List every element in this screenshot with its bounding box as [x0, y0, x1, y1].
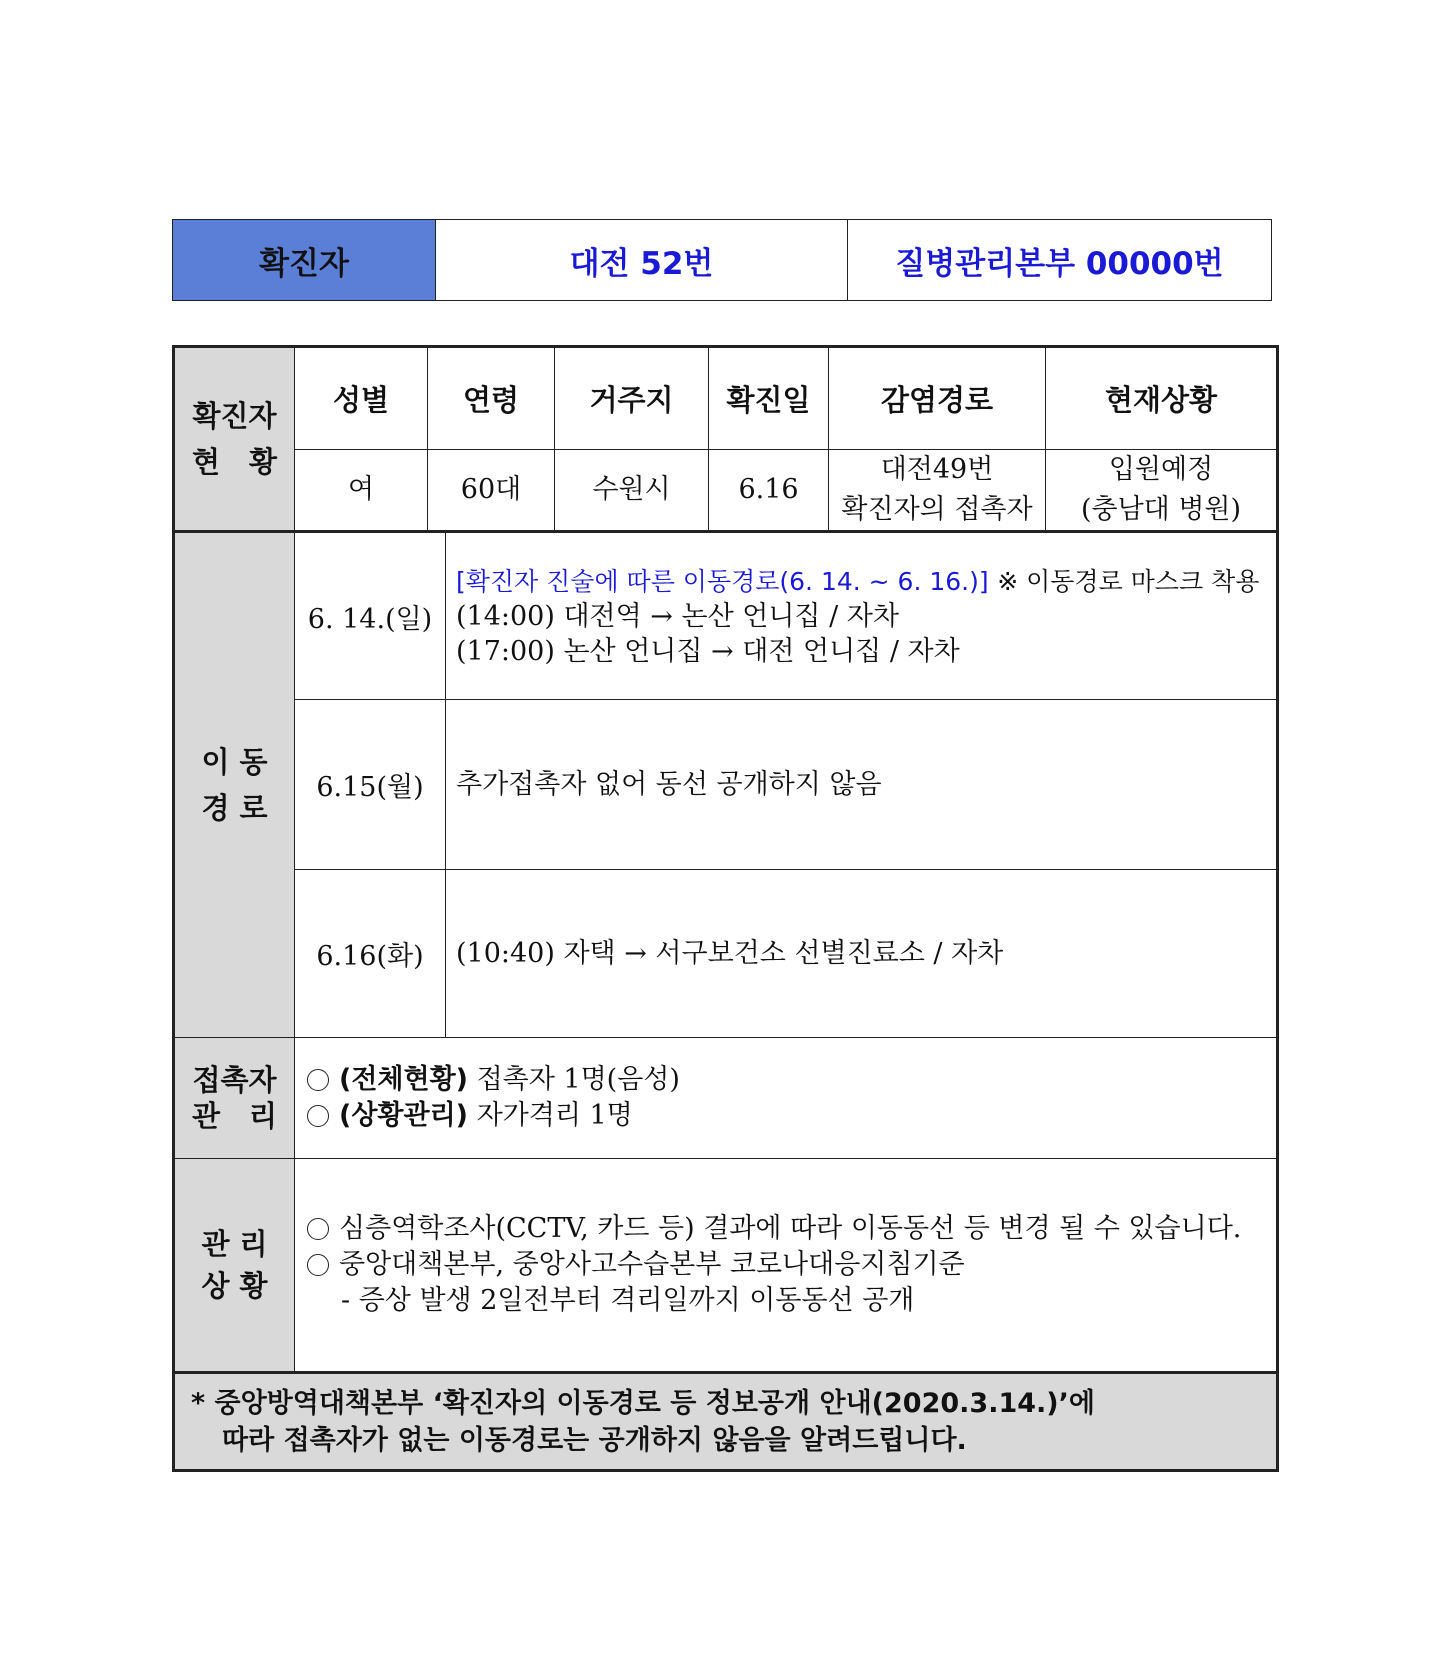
contacts-item2-text: 자가격리 1명: [468, 1100, 633, 1131]
management-item2: 중앙대책본부, 중앙사고수습본부 코로나대응지침기준: [339, 1249, 965, 1280]
value-infection-route-line2: 확진자의 접촉자: [841, 494, 1033, 525]
movement-route-day3: [446, 870, 1278, 1038]
col-head-confirmed-date: 확진일: [709, 347, 829, 450]
value-current-status: [1046, 450, 1278, 532]
movement-route-note: ※ 이동경로 마스크 착용: [997, 566, 1260, 596]
value-sex: 여: [295, 450, 428, 532]
contacts-item1-label: (전체현황): [339, 1064, 469, 1095]
status-side-label-2: 현 황: [191, 445, 278, 479]
movement-date-day2: 6.15(월): [295, 700, 446, 870]
status-side-label-1: 확진자: [192, 399, 277, 433]
movement-side-label-1: 이 동: [201, 745, 268, 779]
contacts-item2-label: (상황관리): [339, 1100, 469, 1131]
value-residence: 수원시: [555, 450, 709, 532]
movement-route-title: [확진자 진술에 따른 이동경로(6. 14. ~ 6. 16.)]: [456, 566, 989, 596]
movement-route-day1: [446, 532, 1278, 700]
movement-route-day3-line1: (10:40) 자택 → 서구보건소 선별진료소 / 자차: [456, 938, 1004, 969]
management-side-label-2: 상 황: [201, 1269, 268, 1303]
movement-date-day1: 6. 14.(일): [295, 532, 446, 700]
col-head-current-status: 현재상황: [1046, 347, 1278, 450]
footer-row: [174, 1373, 1278, 1471]
movement-route-day1-line1: (14:00) 대전역 → 논산 언니집 / 자차: [456, 600, 899, 632]
value-infection-route-line1: 대전49번: [880, 454, 994, 485]
contacts-side-label: [174, 1038, 295, 1159]
value-infection-route: [829, 450, 1046, 532]
management-side-label: [174, 1159, 295, 1373]
management-side-label-1: 관 리: [201, 1227, 268, 1261]
management-item2-sub: - 증상 발생 2일전부터 격리일까지 이동동선 공개: [341, 1285, 915, 1316]
status-header-row: [174, 347, 1278, 450]
circle-bullet-icon: [307, 1069, 329, 1091]
movement-date-day3: 6.16(화): [295, 870, 446, 1038]
management-item1: 심층역학조사(CCTV, 카드 등) 결과에 따라 이동동선 등 변경 될 수 있습니다.: [339, 1213, 1242, 1244]
status-value-row: [174, 450, 1278, 532]
movement-route-day2: [446, 700, 1278, 870]
contacts-side-label-1: 접촉자: [192, 1063, 277, 1097]
movement-route-day1-line2: (17:00) 논산 언니집 → 대전 언니집 / 자차: [456, 635, 960, 667]
management-row: [174, 1159, 1278, 1373]
circle-bullet-icon: [307, 1218, 329, 1240]
value-current-status-line2: (충남대 병원): [1080, 494, 1242, 525]
contacts-side-label-2: 관 리: [191, 1099, 278, 1133]
circle-bullet-icon: [307, 1254, 329, 1276]
contacts-content: [295, 1038, 1278, 1159]
value-confirmed-date: 6.16: [709, 450, 829, 532]
value-current-status-line1: 입원예정: [1108, 454, 1214, 485]
col-head-infection-route: 감염경로: [829, 347, 1046, 450]
footer-line2: 따라 접촉자가 없는 이동경로는 공개하지 않음을 알려드립니다.: [222, 1424, 967, 1456]
movement-side-label: [174, 532, 295, 1038]
value-age: 60대: [428, 450, 555, 532]
col-head-sex: 성별: [295, 347, 428, 450]
contacts-item1-text: 접촉자 1명(음성): [468, 1064, 680, 1095]
circle-bullet-icon: [307, 1105, 329, 1127]
col-head-age: 연령: [428, 347, 555, 450]
contacts-row: [174, 1038, 1278, 1159]
header-kdca-case-number: 질병관리본부 00000번: [895, 245, 1224, 282]
col-head-residence: 거주지: [555, 347, 709, 450]
header-local-case-number: 대전 52번: [436, 220, 848, 300]
movement-route-day2-line1: 추가접촉자 없어 동선 공개하지 않음: [456, 769, 882, 800]
footer-line1: * 중앙방역대책본부 ‘확진자의 이동경로 등 정보공개 안내(2020.3.14.)’에: [191, 1387, 1095, 1419]
case-info-table: [172, 345, 1279, 1472]
movement-row-day2: [174, 700, 1278, 870]
movement-row-day3: [174, 870, 1278, 1038]
footer-notice: [174, 1373, 1278, 1471]
movement-side-label-2: 경 로: [201, 791, 268, 825]
status-side-label: [174, 347, 295, 532]
case-header: [172, 219, 1272, 301]
movement-row-day1: [174, 532, 1278, 700]
management-content: [295, 1159, 1278, 1373]
header-label: 확진자: [173, 220, 436, 300]
